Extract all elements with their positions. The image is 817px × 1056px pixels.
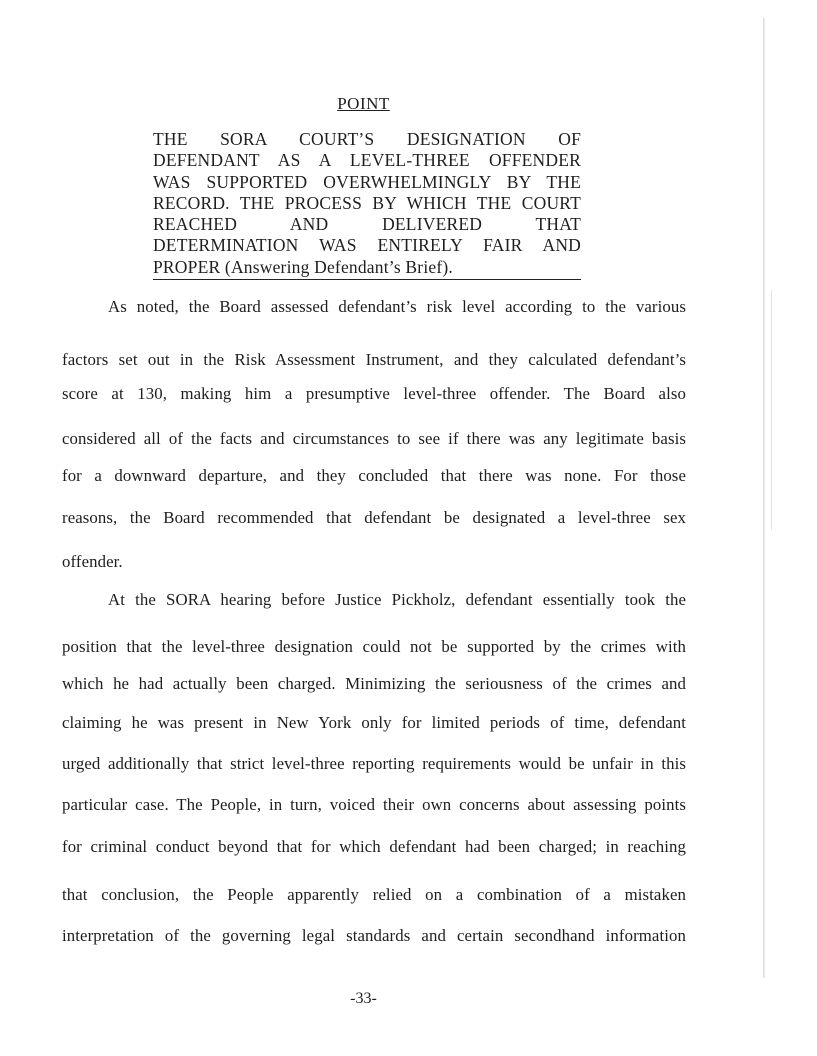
paragraph-1-line: considered all of the facts and circumstances to see if there was any legitimate basis <box>62 429 686 448</box>
point-caption <box>153 129 581 280</box>
paragraph-1-line: factors set out in the Risk Assessment Instrument, and they calculated defendant’s <box>62 350 686 369</box>
paragraph-2-line: that conclusion, the People apparently relied on a combination of a mistaken <box>62 885 686 904</box>
scan-edge-line-faint <box>771 290 772 530</box>
paragraph-1-line: score at 130, making him a presumptive level-three offender. The Board also <box>62 384 686 403</box>
paragraph-2-line: At the SORA hearing before Justice Pickholz, defendant essentially took the <box>108 590 686 609</box>
paragraph-1-line: offender. <box>62 552 123 571</box>
paragraph-2-line: interpretation of the governing legal standards and certain secondhand information <box>62 926 686 945</box>
paragraph-1-line: As noted, the Board assessed defendant’s risk level according to the various <box>108 297 686 316</box>
point-line: PROPER (Answering Defendant’s Brief). <box>153 256 453 277</box>
paragraph-2-line: which he had actually been charged. Minimizing the seriousness of the crimes and <box>62 674 686 693</box>
point-line: REACHED AND DELIVERED THAT <box>153 214 581 235</box>
paragraph-2-line: position that the level-three designation could not be supported by the crimes with <box>62 637 686 656</box>
paragraph-1-line: reasons, the Board recommended that defendant be designated a level-three sex <box>62 508 686 527</box>
paragraph-2-line: particular case. The People, in turn, voiced their own concerns about assessing points <box>62 795 686 814</box>
point-heading: POINT <box>337 94 390 113</box>
paragraph-2-line: urged additionally that strict level-three reporting requirements would be unfair in this <box>62 754 686 773</box>
paragraph-2-line: for criminal conduct beyond that for which defendant had been charged; in reaching <box>62 837 686 856</box>
point-line: WAS SUPPORTED OVERWHELMINGLY BY THE <box>153 171 581 192</box>
point-line: DEFENDANT AS A LEVEL-THREE OFFENDER <box>153 150 581 171</box>
point-line: THE SORA COURT’S DESIGNATION OF <box>153 129 581 149</box>
point-line: DETERMINATION WAS ENTIRELY FAIR AND <box>153 235 581 256</box>
page-number: -33- <box>350 990 377 1007</box>
paragraph-1-line: for a downward departure, and they concluded that there was none. For those <box>62 466 686 485</box>
paragraph-2-line: claiming he was present in New York only for limited periods of time, defendant <box>62 713 686 732</box>
scan-edge-line <box>763 18 765 978</box>
point-line: RECORD. THE PROCESS BY WHICH THE COURT <box>153 192 581 213</box>
